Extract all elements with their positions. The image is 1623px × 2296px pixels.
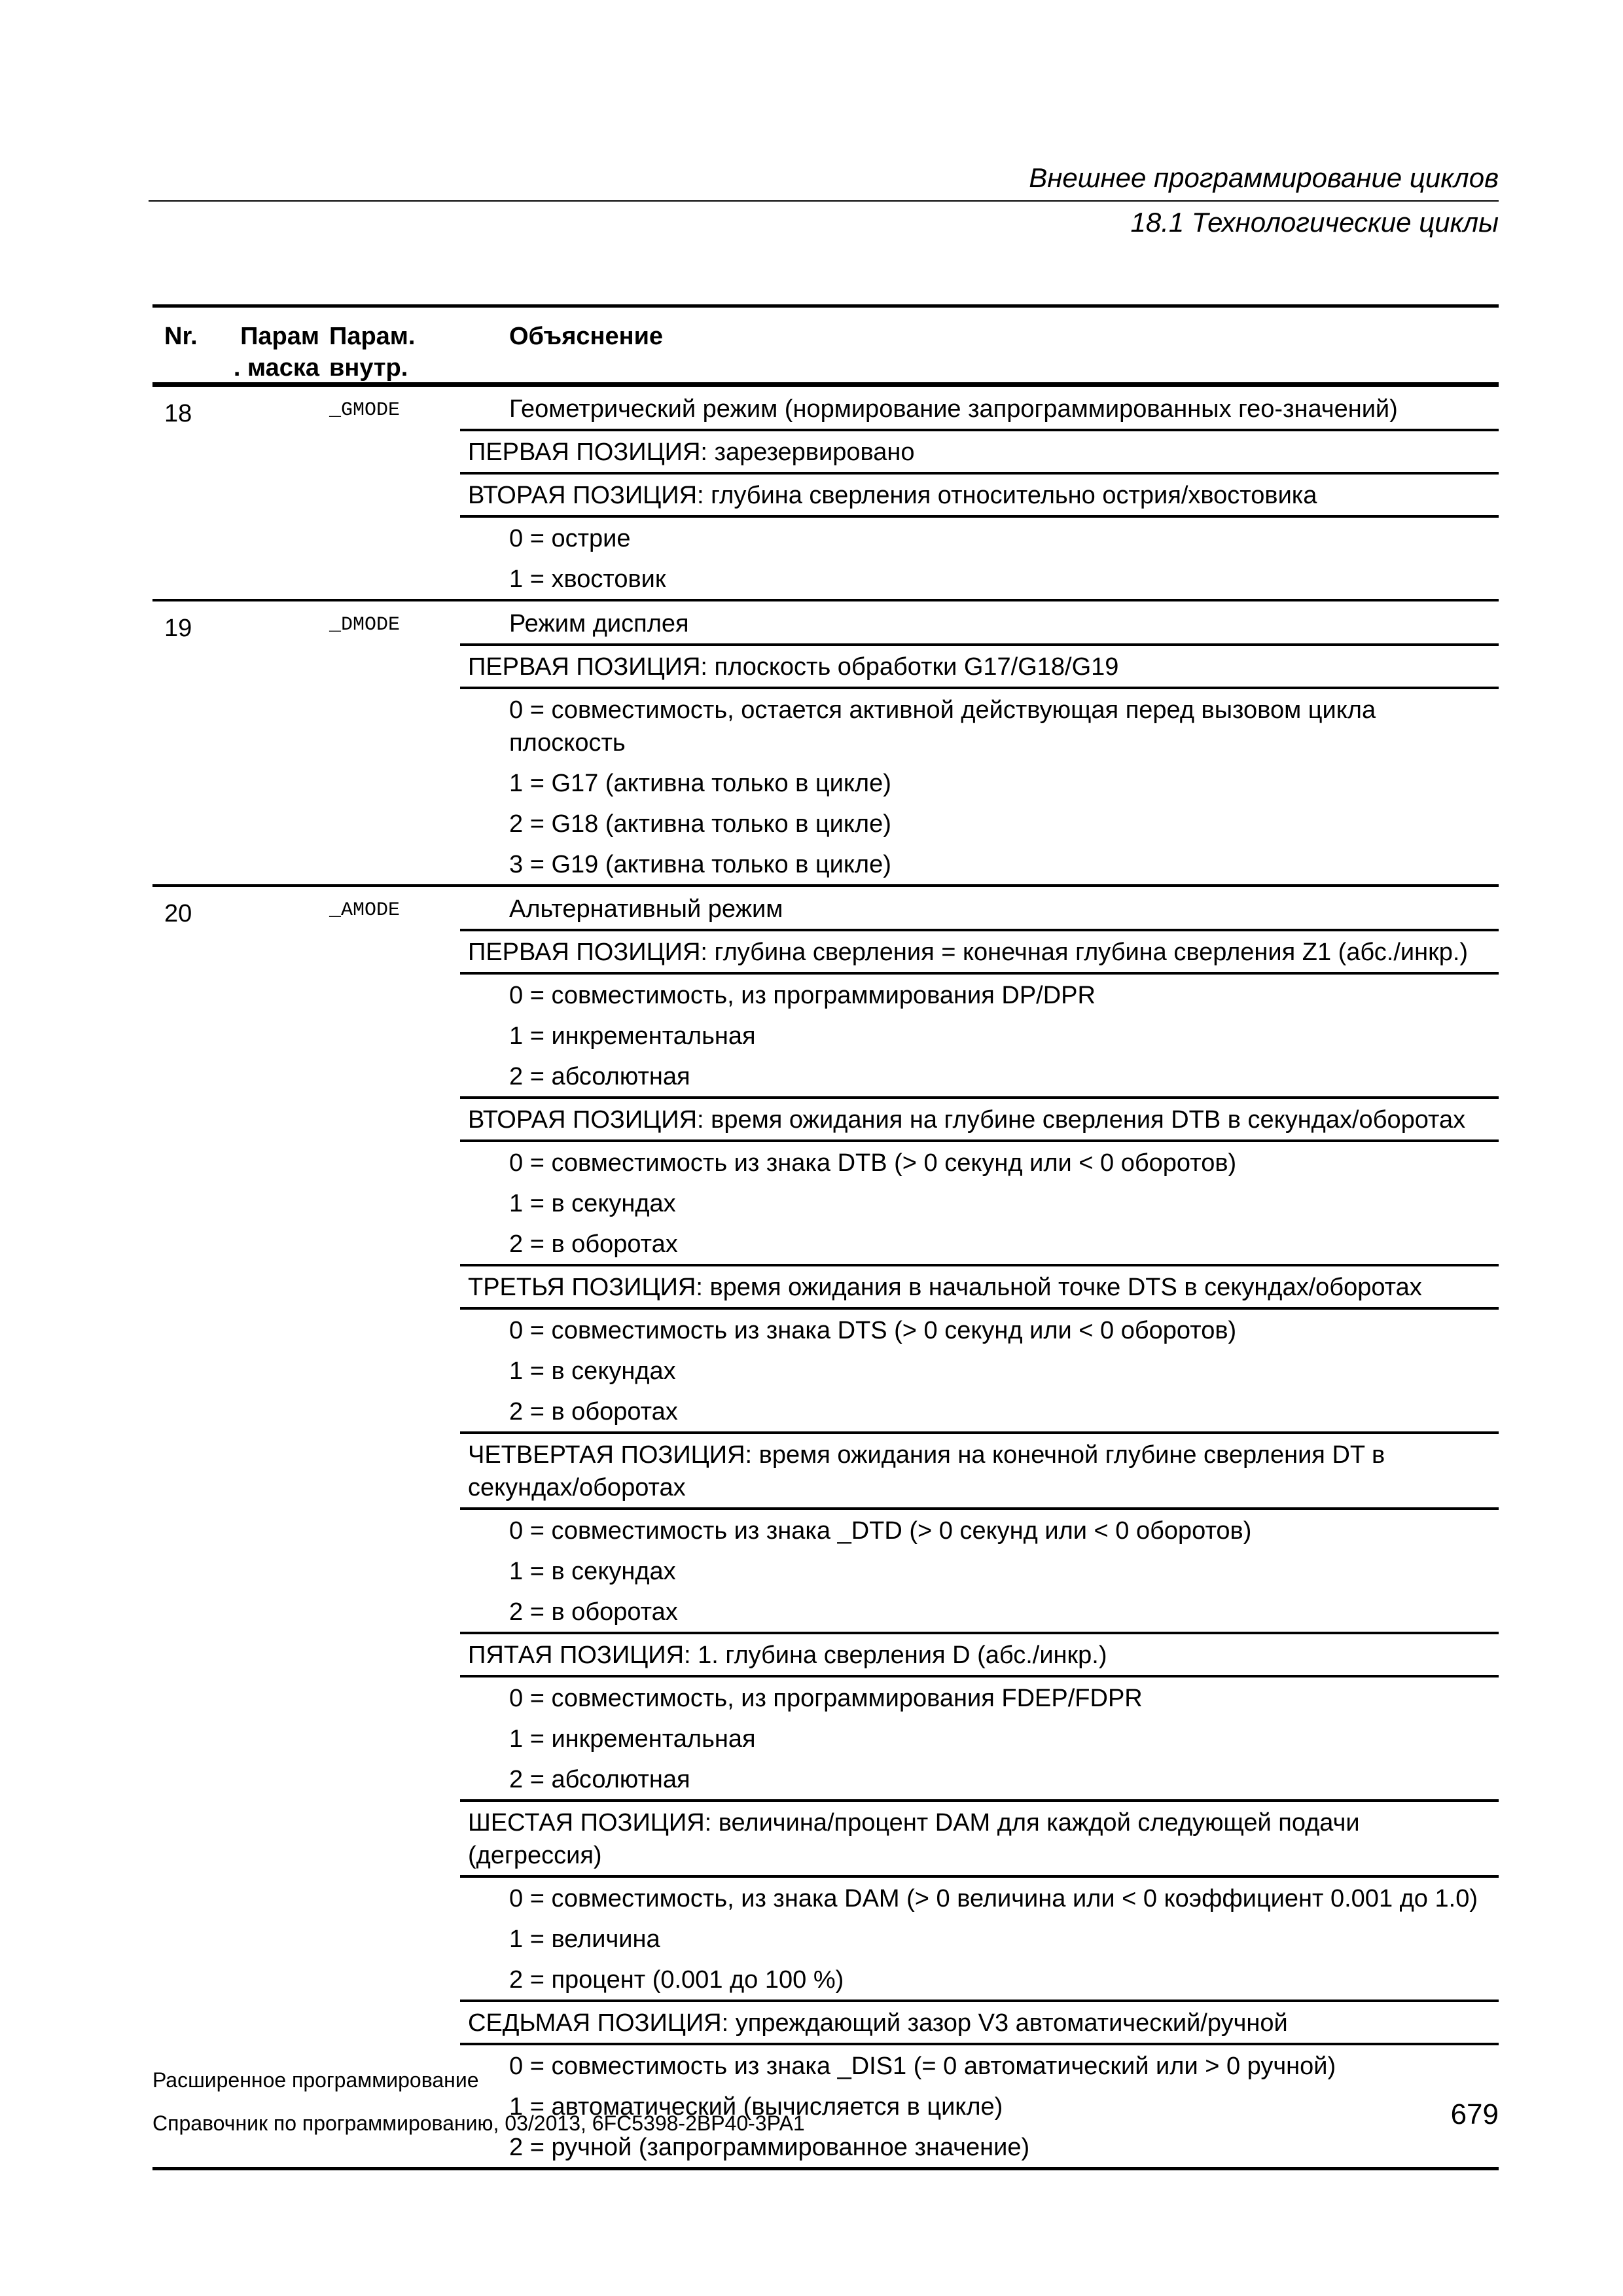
position-option: 2 = процент (0.001 до 100 %) <box>460 1959 1499 2002</box>
position-label: ЧЕТВЕРТАЯ ПОЗИЦИЯ: время ожидания на конечной глубине сверления DT в секундах/оборотах <box>460 1434 1499 1510</box>
table-row-group <box>152 601 1499 887</box>
section-title: 18.1 Технологические циклы <box>1130 207 1499 238</box>
position-label: ВТОРАЯ ПОЗИЦИЯ: время ожидания на глубине сверления DTB в секундах/оборотах <box>460 1099 1499 1142</box>
position-option: 2 = в оборотах <box>460 1591 1499 1634</box>
position-option: 1 = хвостовик <box>509 565 666 593</box>
position-option: 0 = совместимость из знака DTS (> 0 секунд или < 0 оборотов) <box>509 1317 1237 1344</box>
position-option: 0 = совместимость из знака DTB (> 0 секунд или < 0 оборотов) <box>509 1149 1237 1177</box>
position-option: 1 = величина <box>509 1926 660 1953</box>
column-explanation: Объяснение <box>509 323 664 350</box>
position-option: 2 = ручной (запрограммированное значение) <box>509 2134 1030 2161</box>
column-nr: Nr. <box>164 323 198 350</box>
position-option: 0 = совместимость из знака _DIS1 (= 0 автоматический или > 0 ручной) <box>509 2053 1336 2080</box>
position-option: 1 = в секундах <box>509 1357 676 1385</box>
table-row-group <box>152 887 1499 2167</box>
header-rule <box>149 200 1499 202</box>
parameter-title: Геометрический режим (нормирование запрограммированных гео-значений) <box>460 387 1499 431</box>
page-number: 679 <box>1450 2098 1499 2130</box>
position-option: 1 = инкрементальная <box>509 1022 756 1050</box>
position-option: 2 = абсолютная <box>460 1759 1499 1802</box>
position-option: 0 = совместимость из знака _DTD (> 0 секунд или < 0 оборотов) <box>509 1517 1252 1545</box>
position-option: 2 = в оборотах <box>460 1391 1499 1434</box>
parameter-title: Режим дисплея <box>460 601 1499 646</box>
column-mask: Парам . маска <box>233 323 319 382</box>
position-option: 1 = автоматический (вычисляется в цикле) <box>509 2093 1003 2121</box>
column-internal: Парам. внутр. <box>329 323 416 382</box>
footer-book-title: Расширенное программирование <box>152 2068 479 2092</box>
row-number: 19 <box>164 615 192 642</box>
position-label: ПЕРВАЯ ПОЗИЦИЯ: глубина сверления = конечная глубина сверления Z1 (абс./инкр.) <box>460 931 1499 975</box>
position-label: СЕДЬМАЯ ПОЗИЦИЯ: упреждающий зазор V3 автоматический/ручной <box>460 2002 1499 2045</box>
table-body <box>152 387 1499 2167</box>
position-option: 2 = абсолютная <box>460 1056 1499 1099</box>
parameter-title: Альтернативный режим <box>460 887 1499 931</box>
position-label: ВТОРАЯ ПОЗИЦИЯ: глубина сверления относительно острия/хвостовика <box>460 475 1499 518</box>
position-option: 1 = инкрементальная <box>509 1725 756 1753</box>
position-label: ТРЕТЬЯ ПОЗИЦИЯ: время ожидания в начальной точке DTS в секундах/оборотах <box>460 1266 1499 1310</box>
position-option: 1 = G17 (активна только в цикле) <box>509 770 891 797</box>
row-number: 20 <box>164 900 192 927</box>
position-option: 3 = G19 (активна только в цикле) <box>509 851 891 878</box>
position-option: 2 = G18 (активна только в цикле) <box>509 810 891 838</box>
table-bottom-rule <box>152 2167 1499 2170</box>
table-row-group <box>152 387 1499 601</box>
position-option: 2 = в оборотах <box>460 1223 1499 1266</box>
position-option: 1 = в секундах <box>509 1190 676 1217</box>
internal-parameter: _AMODE <box>329 899 401 922</box>
row-number: 18 <box>164 400 192 427</box>
position-option: 0 = острие <box>509 525 631 552</box>
position-option: 1 = в секундах <box>509 1558 676 1585</box>
position-option: 0 = совместимость, из программирования FDEP/FDPR <box>509 1685 1143 1712</box>
parameter-table <box>152 304 1499 2170</box>
position-option: 0 = совместимость, из программирования DP/DPR <box>509 982 1096 1009</box>
internal-parameter: _GMODE <box>329 399 401 422</box>
position-label: ПЕРВАЯ ПОЗИЦИЯ: зарезервировано <box>460 431 1499 475</box>
position-option: 0 = совместимость, остается активной действующая перед вызовом цикла плоскость <box>509 696 1376 757</box>
position-label: ШЕСТАЯ ПОЗИЦИЯ: величина/процент DAM для каждой следующей подачи (дегрессия) <box>460 1802 1499 1878</box>
position-label: ПЕРВАЯ ПОЗИЦИЯ: плоскость обработки G17/G18/G19 <box>460 646 1499 689</box>
chapter-title: Внешнее программирование циклов <box>1029 162 1499 193</box>
position-option: 0 = совместимость, из знака DAM (> 0 величина или < 0 коэффициент 0.001 до 1.0) <box>509 1885 1478 1912</box>
footer-manual-info: Справочник по программированию, 03/2013, 6FC5398-2BP40-3PA1 <box>152 2111 805 2135</box>
position-label: ПЯТАЯ ПОЗИЦИЯ: 1. глубина сверления D (абс./инкр.) <box>460 1634 1499 1677</box>
table-header <box>152 308 1499 387</box>
internal-parameter: _DMODE <box>329 614 401 636</box>
